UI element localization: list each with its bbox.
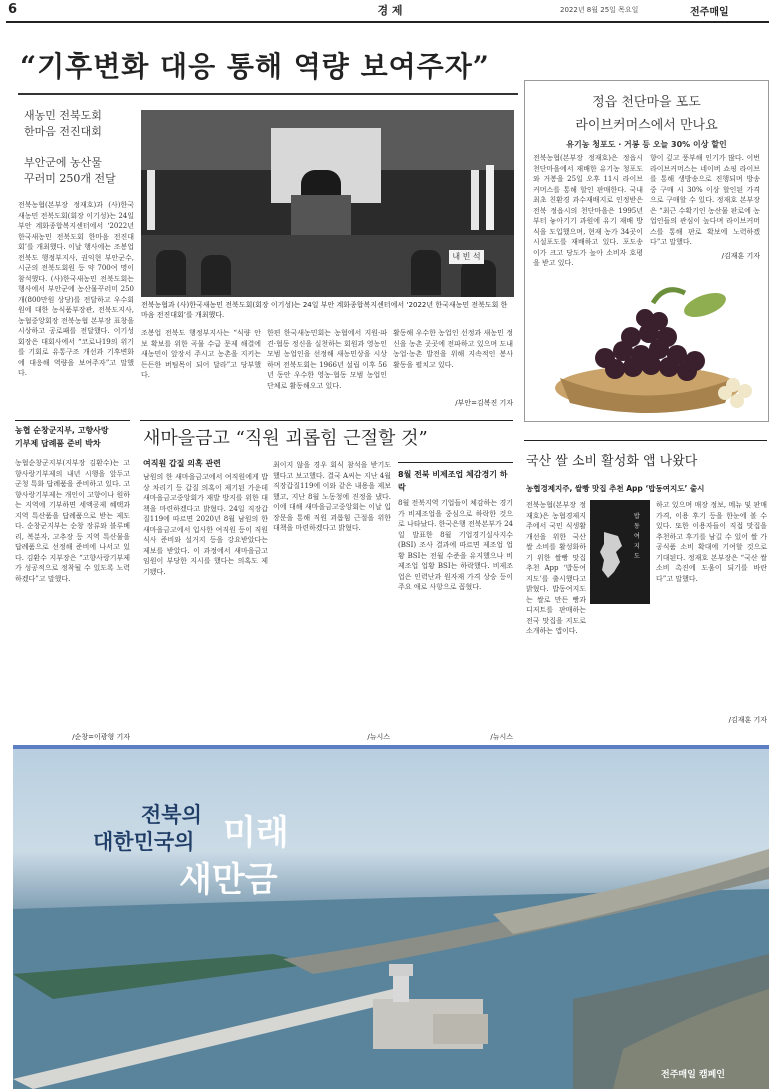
lead-body-col3: 한편 한국새농민회는 농협에서 지원·파견·협동 정신을 실천하는 회원과 영농인 모범 농업인을 선정해 새농민상을 시상하며 전북도회는 1966년 설립 이후 56년 동안 우수한 영농·협동 모범 농업인 단체로 활동해오고 있다. [267, 329, 387, 390]
ad-line-4: 새만금 [179, 860, 278, 900]
ad-campaign-label: 전주매일 캠페인 [661, 1070, 725, 1080]
lead-headline: “기후변화 대응 통해 역량 보여주자” [20, 50, 490, 83]
saemaul-subhead: 여직원 갑질 의혹 관련 [143, 459, 221, 468]
grape-title-2: 라이브커머스에서 만나요 [575, 118, 718, 133]
lead-body-col1: 전북농협(본부장 정재호)과 (사)한국새농민 전북도회(회장 이기성)는 24일 부안 계화종합복지센터에서 ‘2022년 한국새농민 전북도회 한마음 전진대회’를 개최했다. 이날 행사에는 조봉업 전북도 행정부지사, 권익현 부안군수, 시군의 전북도회원 등 약 700여 명이 참석했다. (사)한국새농민 전북도회는 행사에서 부안군에 농산물꾸러미 250개(800만원 상당)를 전달하고 우수회원에 대한 농식품부장관, 전북도지사, 농협중앙회장 전북농협 본부장 표창을 시상하고 공로패를 전달했다. 이기성 회장은 대회사에서 “코로나19의 위기를 기회로 유통구조 개선과 기후변화에 대응해 역량을 보여주자”고 말했다. [18, 201, 134, 377]
rice-byline: /김재훈 기자 [728, 716, 767, 724]
lead-photo-caption: 전북농협과 (사)한국새농민 전북도회(회장 이기성)는 24일 부안 계화종합복지센터에서 ‘2022년 한국새농민 전북도회 한마음 전진대회’를 개최했다. [141, 301, 508, 319]
grape-body-left: 전북농협(본부장 정재호)은 정읍시 천단마을에서 재배한 유기농 청포도와 거봉을 25일 오후 11시 라이브커머스를 통해 할인 판매한다. 국내 최초 친환경 과수재배지로 인정받은 전북 정읍시의 천단마을은 1995년부터 놓아기기 과원에 유기 재배 방식을 도입했으며, 현재 농가 34곳이 시설포도를 재배하고 있다. 포도송이가 크고 당도가 높아 소비자 호평을 받고 있다. [533, 154, 643, 267]
soonchang-headline: 농협 순창군지부, 고향사랑 기부제 답례품 준비 박차 [15, 426, 109, 448]
saemaul-body-col2: 최이지 않을 경우 회식 참석을 받기도 했다고 보고했다. 결국 A씨는 지난 4월 직장갑질119에 이와 같은 내용을 제보했고, 지난 8월 노동청에 진정을 냈다. 이에 대해 새마을금고중앙회는 이날 입장문을 통해 직원 괴롭힘 근절을 위한 대책을 마련하겠다고 밝혔다. [273, 461, 391, 532]
grape-basket-photo [535, 263, 760, 418]
lead-photo [141, 110, 514, 297]
section-name: 경 제 [377, 4, 403, 17]
grape-subtitle: 유기농 청포도 · 거봉 등 오늘 30% 이상 할인 [566, 140, 727, 149]
grape-article [524, 80, 769, 422]
rice-body-left-top: 전북농협(본부장 정재호)은 농협경제지주에서 국민 식생활 개선을 위한 국산 쌀 소비를 활성화하기 위한 쌀빵 맛집 추천 App ‘밥동여지도’를 출시했다고 밝혔다. 밥동여지도는 쌀로 만든 빵과 디저트를 판매하는 전국 맛집을 지도로 소개하는 앱이다. [526, 501, 586, 635]
ad-line-2: 대한민국의 [93, 829, 195, 854]
lead-body-col2: 조봉업 전북도 행정부지사는 “식량 안보 확보를 위한 곡물 수급 문제 해결에 새농민이 앞장서 주시고 농촌을 지키는 든든한 버팀목이 되어 달라”고 당부했다. [141, 329, 261, 379]
lead-body-col4: 활동해 우수한 농업인 선정과 새농민 정신을 농촌 곳곳에 전파하고 있으며 도내 농업·농촌 발전을 위해 지속적인 봉사 활동을 펼치고 있다. [393, 329, 513, 369]
grape-title-1: 정읍 천단마을 포도 [592, 95, 701, 110]
ad-line-1: 전북의 [141, 802, 202, 827]
saemangeum-aerial-photo [13, 749, 769, 1089]
soonchang-body: 농협순창군지부(지부장 김환수)는 고향사랑기부제의 내년 시행을 앞두고 군청 특화 답례품을 준비하고 있다. 고향사랑기부제는 개인이 고향이나 원하는 지역에 기부하면 세액공제 혜택과 지역 특산품을 답례품으로 받는 제도다. 순창군지부는 순창 장류와 블루베리, 복분자, 고추장 등 지역 특산물을 답례품으로 선정해 준비에 나서고 있다. 김환수 지부장은 “고향사랑기부제가 성공적으로 정착될 수 있도록 노력하겠다”고 말했다. [15, 459, 130, 583]
paper-name: 전주매일 [690, 7, 729, 18]
ad-line-3: 미래 [223, 813, 289, 853]
photo-banner: 내 빈 석 [449, 250, 484, 264]
rice-body-right: 하고 있으며 매장 정보, 메뉴 및 판매 가격, 이용 후기 등을 한눈에 볼 수 있다. 또한 이용자들이 직접 맛집을 추천하고 후기를 남길 수 있어 쌀 가공식품 소비 확대에 기여할 것으로 기대된다. 정재호 본부장은 “국산 쌀 소비 촉진에 도움이 되기를 바란다”고 말했다. [656, 501, 767, 583]
saemaul-byline-1: /뉴시스 [367, 733, 390, 741]
saemaul-headline: 새마을금고 “직원 괴롭힘 근절할 것” [143, 428, 428, 449]
header-rule [6, 21, 769, 23]
korea-map-icon [594, 530, 628, 582]
saemangeum-campaign-ad [13, 745, 769, 1089]
bsi-body: 8월 전북지역 기업들이 체감하는 경기가 비제조업을 중심으로 하락한 것으로 나타났다. 한국은행 전북본부가 24일 발표한 8월 기업경기실사지수(BSI) 조사 결과에 따르면 제조업 업황 BSI는 전월 수준을 유지했으나 비제조업 업황 BSI는 하락했다. 비제조업은 인력난과 원자재 가격 상승 등이 주요 애로 사항으로 꼽혔다. [398, 499, 513, 591]
grape-body-right: 향이 깊고 풍부해 인기가 많다. 이번 라이브커머스는 네이버 쇼핑 라이브를 통해 생방송으로 진행되며 방송 중 구매 시 30% 이상 할인된 가격으로 구매할 수 있다. 정재호 본부장은 “최근 수확기인 농산물 판로에 농업인들의 관심이 높다며 라이브커머스를 통해 판로 확보에 노력하겠다”고 말했다. [650, 154, 760, 246]
rice-subhead: 농협경제지주, 쌀빵 맛집 추천 App ‘밥동여지도’ 출시 [526, 484, 705, 493]
app-label: 밥 동 여 지 도 [634, 513, 640, 560]
page-number: 6 [8, 2, 18, 17]
soonchang-byline: /순창=이광형 기자 [72, 733, 130, 741]
issue-date: 2022년 8월 25일 목요일 [560, 6, 639, 14]
lead-subhead-2: 부안군에 농산물 꾸러미 250개 전달 [24, 156, 116, 185]
bsi-headline: 8월 전북 비제조업 체감경기 하락 [398, 470, 508, 492]
rice-headline: 국산 쌀 소비 활성화 앱 나왔다 [526, 454, 698, 469]
lead-subhead-1: 새농민 전북도회 한마음 전진대회 [24, 109, 102, 138]
app-screenshot [590, 500, 650, 604]
bsi-byline: /뉴시스 [490, 733, 513, 741]
grape-byline: /김재훈 기자 [721, 252, 760, 260]
lead-rule [18, 93, 518, 95]
saemaul-body-col1: 남원의 한 새마을금고에서 여직원에게 밥상 차리기 등 갑질 의혹이 제기된 가운데 새마을금고중앙회가 재발 방지를 위한 대책을 마련하겠다고 밝혔다. 24일 직장갑질119에 따르면 2020년 8월 남원의 한 새마을금고에서 입사한 여직원 등이 직원 식사 준비와 설거지 등을 강요받았다는 제보를 받았다. 이 과정에서 새마을금고 임원이 부당한 지시를 했다는 의혹도 제기됐다. [143, 473, 268, 576]
lead-byline: /부안=김복진 기자 [455, 399, 513, 407]
